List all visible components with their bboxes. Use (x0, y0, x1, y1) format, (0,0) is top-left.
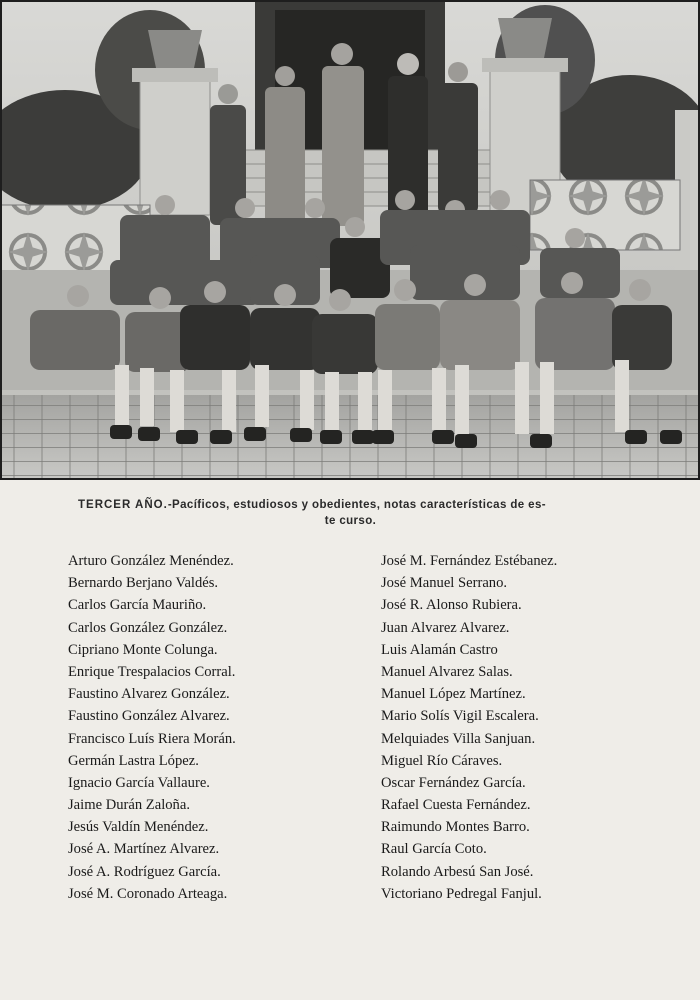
student-name: Ignacio García Vallaure. (68, 774, 210, 791)
student-name: Enrique Trespalacios Corral. (68, 663, 236, 680)
student-name: Jaime Durán Zaloña. (68, 797, 190, 814)
student-name: José M. Fernández Estébanez. (381, 553, 558, 569)
student-name: Carlos González González. (68, 619, 228, 636)
student-name: Victoriano Pedregal Fanjul. (381, 885, 542, 902)
student-name: Manuel Alvarez Salas. (381, 663, 513, 680)
student-name: José R. Alonso Rubiera. (381, 597, 522, 614)
names-column-left (68, 550, 358, 905)
names-list-left (68, 550, 358, 905)
student-name: Germán Lastra López. (68, 752, 199, 769)
student-name: Faustino González Alvarez. (68, 708, 230, 725)
student-name: José Manuel Serrano. (381, 575, 508, 592)
student-name: Raimundo Montes Barro. (381, 819, 530, 836)
student-name: Mario Solís Vigil Escalera. (381, 708, 539, 725)
student-name: Rafael Cuesta Fernández. (381, 797, 531, 814)
student-name: Manuel López Martínez. (381, 686, 526, 703)
photo-caption (78, 497, 623, 529)
student-name: José M. Coronado Arteaga. (68, 885, 228, 902)
student-name: Francisco Luís Riera Morán. (68, 730, 236, 747)
student-name: Jesús Valdín Menéndez. (68, 819, 209, 836)
student-name: José A. Rodríguez García. (68, 863, 221, 880)
student-name: Rolando Arbesú San José. (381, 863, 534, 880)
names-column-right (381, 550, 681, 905)
student-name: Faustino Alvarez González. (68, 686, 230, 703)
caption-body: -Pacíficos, estudiosos y obedientes, notas características de es- (167, 499, 546, 511)
caption-lead: TERCER AÑO. (78, 499, 168, 511)
student-name: Luis Alamán Castro (381, 641, 498, 658)
student-name: Carlos García Mauriño. (68, 597, 207, 614)
student-name: Cipriano Monte Colunga. (68, 641, 218, 658)
student-name: José A. Martínez Alvarez. (68, 841, 220, 858)
caption-tail: te curso. (324, 515, 377, 527)
student-name: Arturo González Menéndez. (68, 553, 234, 569)
student-name: Melquiades Villa Sanjuan. (381, 730, 536, 747)
group-photo (0, 0, 700, 480)
student-name: Juan Alvarez Alvarez. (381, 619, 510, 636)
names-list-right (381, 550, 681, 905)
student-name: Bernardo Berjano Valdés. (68, 575, 219, 592)
student-name: Miguel Río Cáraves. (381, 752, 503, 769)
student-name: Raul García Coto. (381, 841, 487, 858)
student-name: Oscar Fernández García. (381, 774, 526, 791)
